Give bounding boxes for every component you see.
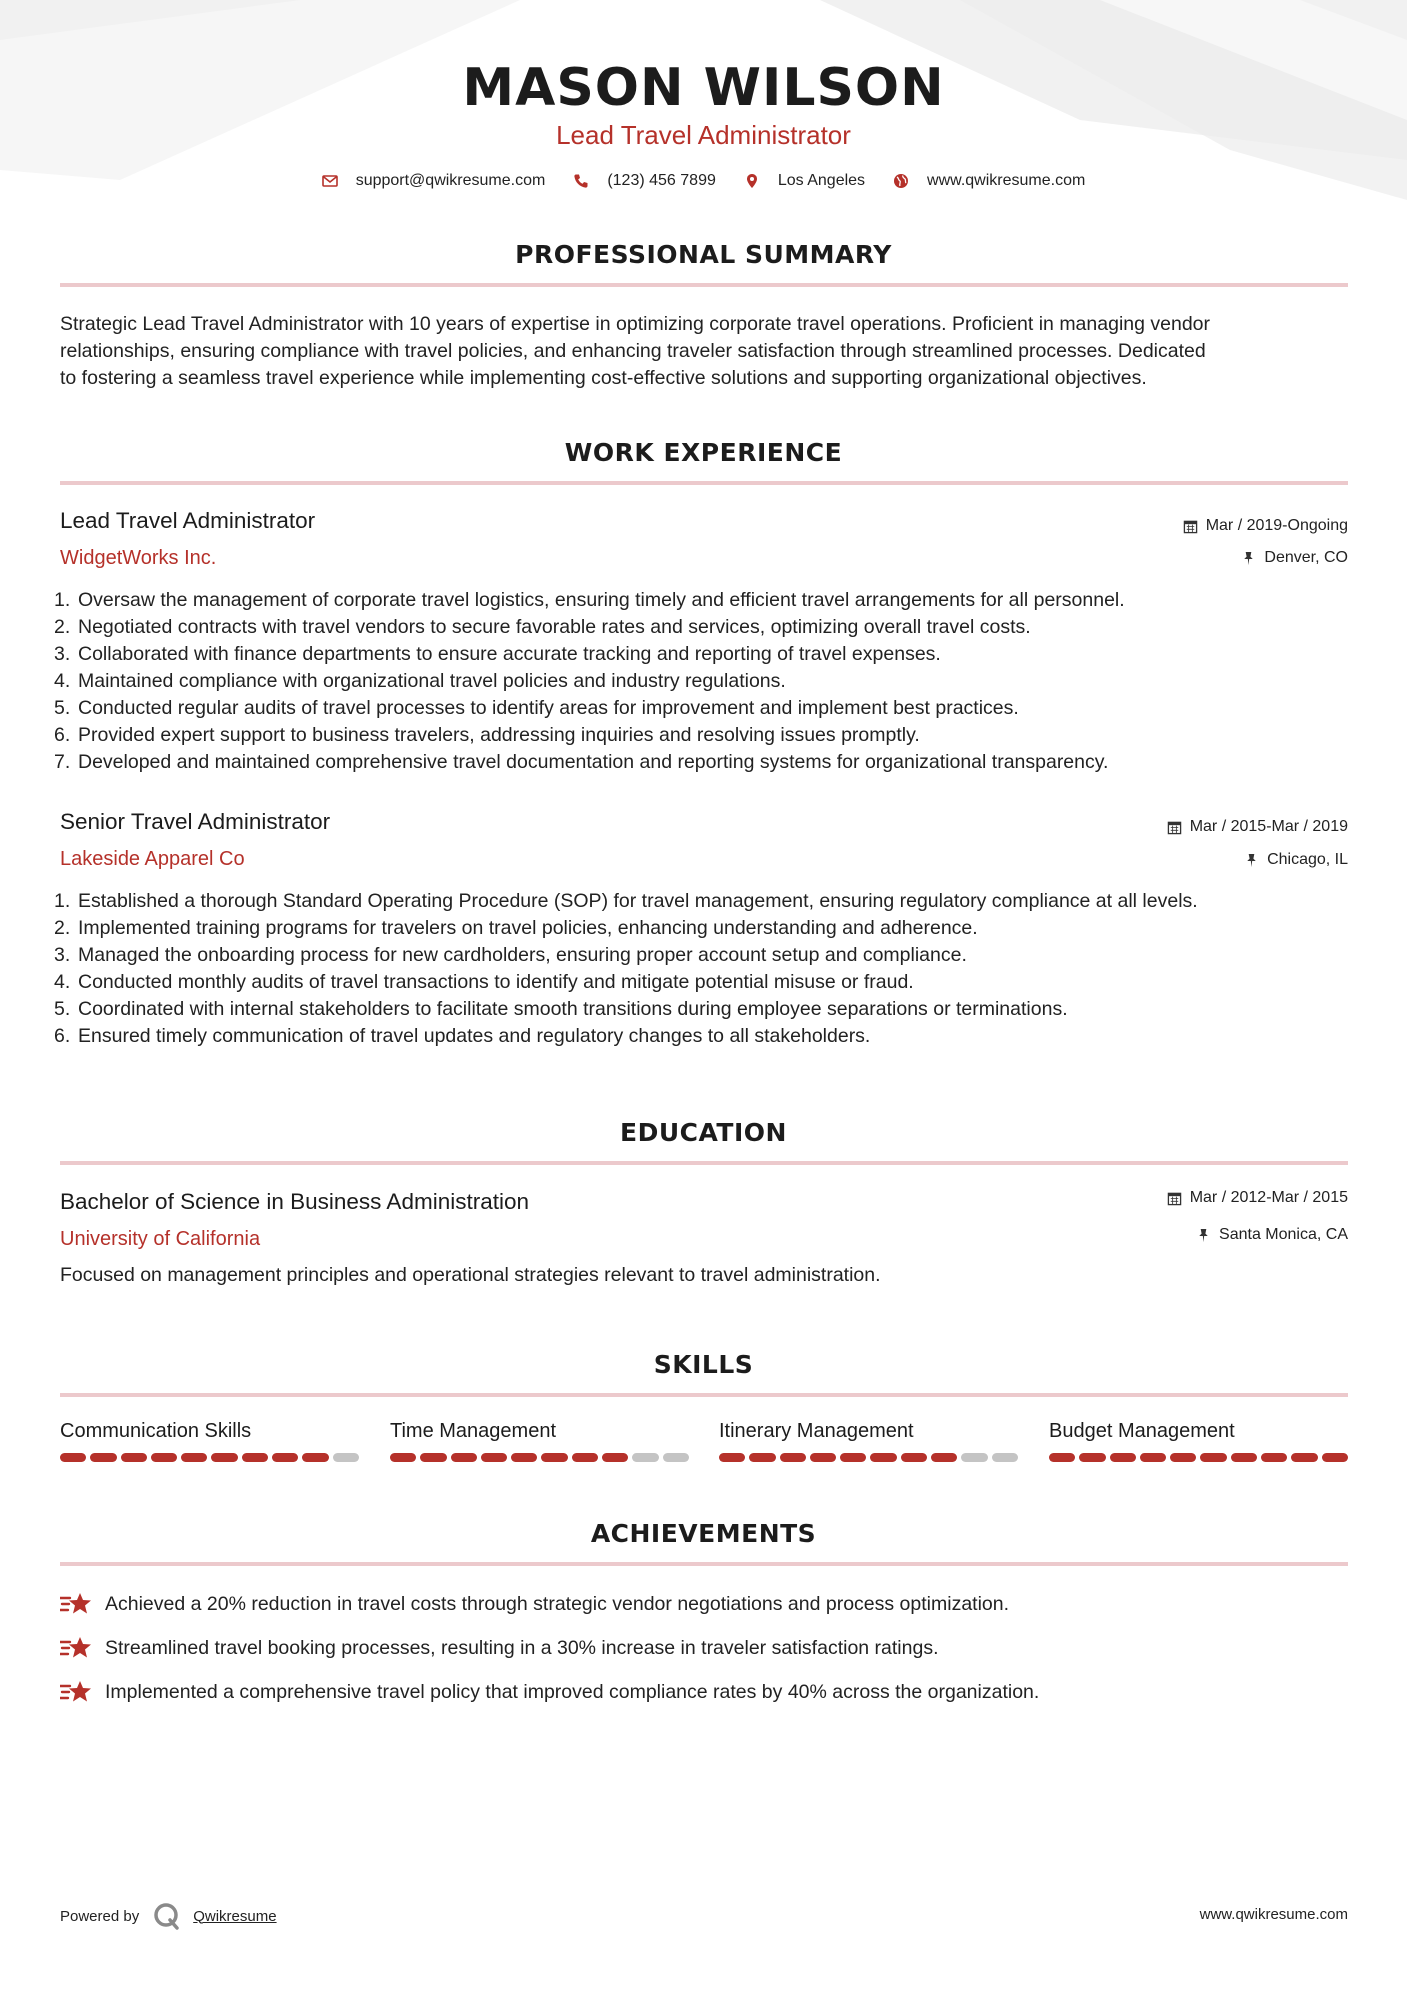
powered-by-label: Powered by — [60, 1907, 140, 1925]
skill-item — [719, 1420, 1019, 1462]
list-item: 5. Conducted regular audits of travel processes to identify areas for improvement and implement best practices. — [54, 697, 1019, 719]
skill-segment-filled — [1322, 1453, 1348, 1462]
achievements-heading: ACHIEVEMENTS — [590, 1519, 817, 1548]
summary-heading: PROFESSIONAL SUMMARY — [515, 240, 892, 269]
job-location-text: Chicago, IL — [1267, 851, 1348, 868]
list-item: 6. Provided expert support to business travelers, addressing inquiries and resolving issues promptly. — [54, 724, 920, 746]
skill-segment-filled — [1049, 1453, 1075, 1462]
globe-icon — [893, 173, 909, 189]
skill-segment-filled — [1110, 1453, 1136, 1462]
skill-label: Budget Management — [1049, 1420, 1235, 1442]
skill-segment-empty — [333, 1453, 359, 1462]
list-item: 3. Collaborated with finance departments to ensure accurate tracking and reporting of travel expenses. — [54, 643, 941, 665]
contact-phone[interactable] — [573, 172, 716, 190]
skill-segment-filled — [840, 1453, 866, 1462]
contact-email[interactable] — [322, 172, 546, 190]
company-name: WidgetWorks Inc. — [60, 547, 217, 569]
education-dates — [1167, 1189, 1348, 1207]
skill-segment-filled — [1261, 1453, 1287, 1462]
skill-segment-filled — [870, 1453, 896, 1462]
skill-segment-filled — [302, 1453, 328, 1462]
qwikresume-link[interactable]: Qwikresume — [193, 1907, 277, 1925]
skill-level-bar — [719, 1453, 1019, 1462]
skill-item — [390, 1420, 690, 1462]
achievement-text: Achieved a 20% reduction in travel costs through strategic vendor negotiations and process optimization. — [105, 1592, 1010, 1615]
phone-text: (123) 456 7899 — [607, 172, 716, 189]
job-location-text: Denver, CO — [1264, 549, 1348, 566]
degree-title: Bachelor of Science in Business Administration — [60, 1189, 529, 1214]
pushpin-icon — [1244, 853, 1259, 868]
list-item: 3. Managed the onboarding process for new cardholders, ensuring proper account setup and compliance. — [54, 944, 967, 966]
envelope-icon — [322, 173, 338, 189]
skill-label: Time Management — [390, 1420, 556, 1442]
shooting-star-icon — [60, 1678, 92, 1706]
achievement-text: Streamlined travel booking processes, resulting in a 30% increase in traveler satisfaction ratings. — [105, 1636, 939, 1659]
skill-segment-filled — [90, 1453, 116, 1462]
skill-segment-filled — [602, 1453, 628, 1462]
experience-heading: WORK EXPERIENCE — [564, 438, 843, 467]
calendar-icon — [1167, 820, 1182, 835]
skill-segment-filled — [1140, 1453, 1166, 1462]
achievement-text: Implemented a comprehensive travel policy that improved compliance rates by 40% across the organization. — [105, 1680, 1040, 1703]
skill-segment-filled — [272, 1453, 298, 1462]
achievement-item — [60, 1590, 1009, 1618]
education-location-text: Santa Monica, CA — [1219, 1226, 1348, 1243]
shooting-star-icon — [60, 1634, 92, 1662]
list-item: 2. Implemented training programs for travelers on travel policies, enhancing understanding and adherence. — [54, 917, 978, 939]
skill-segment-filled — [1291, 1453, 1317, 1462]
skill-segment-filled — [1170, 1453, 1196, 1462]
education-divider — [60, 1161, 1348, 1165]
job-bullets — [54, 587, 1354, 776]
summary-divider — [60, 283, 1348, 287]
map-pin-icon — [744, 173, 760, 189]
skill-segment-filled — [541, 1453, 567, 1462]
skill-segment-filled — [749, 1453, 775, 1462]
list-item: 4. Conducted monthly audits of travel transactions to identify and mitigate potential misuse or fraud. — [54, 971, 914, 993]
contact-location — [744, 172, 865, 190]
job-dates-text: Mar / 2015-Mar / 2019 — [1189, 818, 1348, 835]
job-dates-text: Mar / 2019-Ongoing — [1205, 517, 1348, 534]
location-text: Los Angeles — [777, 172, 866, 189]
calendar-icon — [1183, 519, 1198, 534]
website-text: www.qwikresume.com — [927, 172, 1086, 189]
job-location — [1241, 549, 1348, 567]
skill-segment-filled — [810, 1453, 836, 1462]
education-description: Focused on management principles and operational strategies relevant to travel administration. — [60, 1264, 881, 1286]
education-location — [1196, 1226, 1348, 1244]
calendar-icon — [1167, 1191, 1182, 1206]
skill-segment-filled — [1231, 1453, 1257, 1462]
skill-label: Communication Skills — [60, 1420, 252, 1442]
skill-level-bar — [60, 1453, 360, 1462]
skill-segment-empty — [632, 1453, 658, 1462]
skill-segment-empty — [961, 1453, 987, 1462]
list-item: 5. Coordinated with internal stakeholders to facilitate smooth transitions during employee separations or terminations. — [54, 998, 1068, 1020]
list-item: 1. Oversaw the management of corporate travel logistics, ensuring timely and efficient travel arrangements for all personnel. — [54, 589, 1125, 611]
list-item: 4. Maintained compliance with organizational travel policies and industry regulations. — [54, 670, 786, 692]
footer-powered-by — [60, 1902, 277, 1930]
skill-segment-filled — [511, 1453, 537, 1462]
list-item: 1. Established a thorough Standard Operating Procedure (SOP) for travel management, ensuring regulatory compliance at all levels. — [54, 890, 1198, 912]
education-heading: EDUCATION — [620, 1118, 787, 1147]
candidate-role: Lead Travel Administrator — [556, 120, 851, 150]
job-bullets — [54, 888, 1354, 1050]
skill-segment-empty — [663, 1453, 689, 1462]
summary-text — [60, 311, 1350, 392]
skill-segment-filled — [151, 1453, 177, 1462]
job-dates — [1183, 517, 1348, 535]
skill-segment-filled — [1079, 1453, 1105, 1462]
experience-divider — [60, 481, 1348, 485]
list-item: 7. Developed and maintained comprehensive travel documentation and reporting systems for organizational transparency. — [54, 751, 1109, 773]
job-title: Senior Travel Administrator — [60, 809, 331, 834]
education-dates-text: Mar / 2012-Mar / 2015 — [1189, 1189, 1348, 1206]
contact-website[interactable] — [893, 172, 1085, 190]
skill-segment-filled — [121, 1453, 147, 1462]
school-name: University of California — [60, 1228, 261, 1250]
qwikresume-logo-icon — [153, 1902, 181, 1930]
shooting-star-icon — [60, 1590, 92, 1618]
pushpin-icon — [1196, 1228, 1211, 1243]
skill-item — [60, 1420, 360, 1462]
list-item: 6. Ensured timely communication of travel updates and regulatory changes to all stakeholders. — [54, 1025, 871, 1047]
skill-segment-filled — [211, 1453, 237, 1462]
summary-line: to fostering a seamless travel experience while implementing cost-effective solutions and supporting organizational objectives. — [60, 367, 1147, 389]
skill-segment-filled — [481, 1453, 507, 1462]
pushpin-icon — [1241, 551, 1256, 566]
skill-segment-filled — [719, 1453, 745, 1462]
skill-segment-filled — [572, 1453, 598, 1462]
footer-website[interactable]: www.qwikresume.com — [1199, 1906, 1348, 1923]
job-dates — [1167, 818, 1348, 836]
phone-icon — [573, 173, 589, 189]
company-name: Lakeside Apparel Co — [60, 848, 245, 870]
skill-segment-filled — [780, 1453, 806, 1462]
skill-segment-filled — [451, 1453, 477, 1462]
job-title: Lead Travel Administrator — [60, 508, 316, 533]
achievement-item — [60, 1634, 939, 1662]
skill-segment-filled — [420, 1453, 446, 1462]
contact-row — [0, 172, 1407, 190]
skill-level-bar — [390, 1453, 690, 1462]
achievements-divider — [60, 1562, 1348, 1566]
skill-segment-filled — [242, 1453, 268, 1462]
skill-item — [1049, 1420, 1349, 1462]
skills-heading: SKILLS — [653, 1350, 754, 1379]
skill-level-bar — [1049, 1453, 1349, 1462]
skill-segment-filled — [931, 1453, 957, 1462]
email-text: support@qwikresume.com — [355, 172, 546, 189]
skill-segment-filled — [1200, 1453, 1226, 1462]
summary-line: relationships, ensuring compliance with travel policies, and enhancing traveler satisfaction through streamlined processes. Dedicated — [60, 340, 1206, 362]
skill-label: Itinerary Management — [719, 1420, 914, 1442]
skill-segment-filled — [390, 1453, 416, 1462]
skill-segment-empty — [992, 1453, 1018, 1462]
achievement-item — [60, 1678, 1039, 1706]
list-item: 2. Negotiated contracts with travel vendors to secure favorable rates and services, optimizing overall travel costs. — [54, 616, 1031, 638]
job-location — [1244, 851, 1348, 869]
candidate-name: MASON WILSON — [462, 58, 945, 118]
skill-segment-filled — [60, 1453, 86, 1462]
skill-segment-filled — [901, 1453, 927, 1462]
summary-line: Strategic Lead Travel Administrator with 10 years of expertise in optimizing corporate travel operations. Proficient in managing vendor — [60, 313, 1211, 335]
skills-divider — [60, 1393, 1348, 1397]
skill-segment-filled — [181, 1453, 207, 1462]
